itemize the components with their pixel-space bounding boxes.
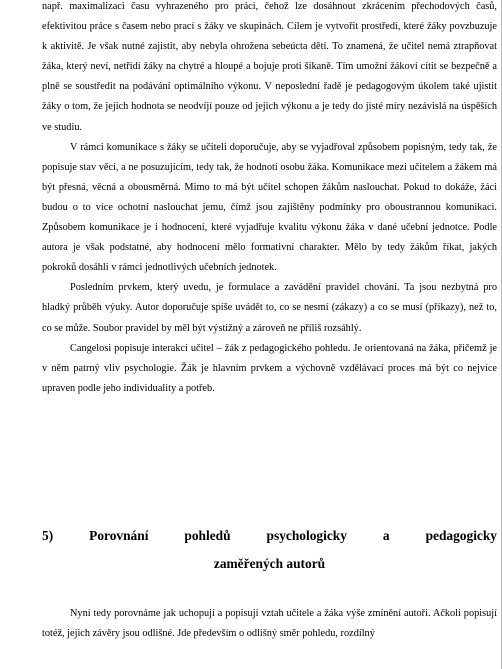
paragraph-rules: Posledním prvkem, který uvedu, je formulace a zavádění pravidel chování. Ta jsou nezbytná pro hladký průběh výuky. Autor doporučuje spíše uvádět to, co se nesmí (zákazy) a co se musí (příkazy), než to, co se může. Soubor pravidel by měl být výstižný a zároveň ne příliš rozsáhlý. bbox=[42, 282, 497, 334]
section-heading-line1: 5) Porovnání pohledů psychologicky a pedagogicky bbox=[42, 528, 497, 543]
body-text-top bbox=[42, 0, 497, 399]
section-heading-line2: zaměřených autorů bbox=[213, 556, 326, 571]
paragraph-cangelosi: Cangelosi popisuje interakci učitel – žák z pedagogického pohledu. Je orientovaná na žáka, přičemž je v něm patrný vliv psychologie. Žák je hlavním prvkem a výchovně vzdělávací proces má být co nejvíce upraven podle jeho individuality a potřeb. bbox=[42, 342, 497, 394]
page-bottom-edge bbox=[0, 655, 501, 669]
paragraph-communication: V rámci komunikace s žáky se učiteli doporučuje, aby se vyjadřoval způsobem popisným, tedy tak, že popisuje stav věcí, a ne posuzujícím, tedy tak, že hodnotí osobu žáka. Komunikace mezi učitelem a žákem má být přesná, věcná a obousměrná. Mimo to má být učitel schopen žákům naslouchat. Pokud to dokáže, žáci budou o to více ochotní naslouchat jemu, čímž jsou zajištěny podmínky pro oboustrannou komunikaci. Způsobem komunikace je i hodnocení, které vyjadřuje kvalitu výkonu žáka v dané učební jednotce. Podle autora je však podstatné, aby hodnocení mělo formativní charakter. Mělo by tedy žákům říkat, jakých pokroků dosáhli v rámci jednotlivých učebních jednotek. bbox=[42, 141, 497, 274]
paragraph-continuation: např. maximalizaci času vyhrazeného pro práci, čehož lze dosáhnout zkrácením přechodových časů, efektivitou práce s časem nebo prací s žáky ve skupinách. Cílem je vytvořit prostředí, které žáky povzbuzuje k aktivitě. Je však nutné zajistit, aby nebyla ohrožena sebeúcta dětí. To znamená, že učitel nemá ztrapňovat žáka, který neví, netřídí žáky na chytré a hloupé a bojuje proti šikaně. Tím umožní žákovi cítit se bezpečně a plně se soustředit na podávání optimálního výkonu. V neposlední řadě je pedagogovým úkolem také ujistit žáky o tom, že jejich hodnota se neodvíjí pouze od jejich výkonu a je tedy do jisté míry nezávislá na úspěších ve studiu. bbox=[42, 1, 497, 133]
paragraph-comparison: Nyní tedy porovnáme jak uchopují a popisují vztah učitele a žáka výše zmínění autoři. Ačkoli popisují totéž, jejich závěry jsou odlišné. Jde především o odlišný směr pohledu, rozdílný bbox=[42, 608, 497, 640]
body-text-bottom bbox=[42, 604, 497, 644]
